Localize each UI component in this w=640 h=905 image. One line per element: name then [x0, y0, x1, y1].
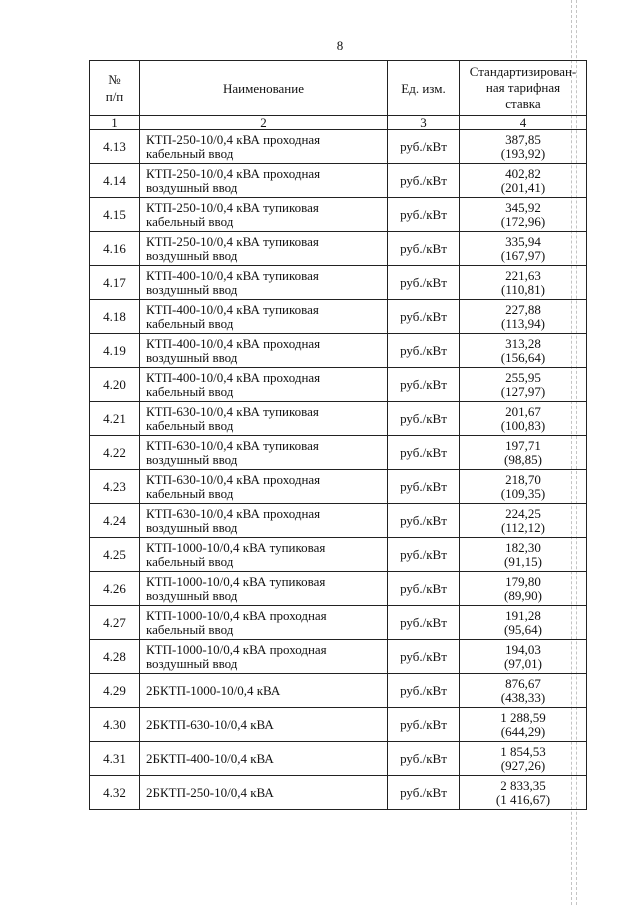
- table-row: [90, 334, 587, 368]
- row-rate-value: 179,80: [505, 573, 541, 589]
- row-rate-secondary: (438,33): [500, 689, 546, 705]
- row-unit: руб./кВт: [388, 300, 460, 334]
- row-rate-secondary: (201,41): [500, 179, 546, 195]
- row-number: 4.32: [90, 776, 140, 810]
- row-name-line: воздушный ввод: [146, 179, 238, 195]
- row-name-line: воздушный ввод: [146, 247, 238, 263]
- row-rate-value: 194,03: [505, 641, 541, 657]
- row-rate-secondary: (172,96): [500, 213, 546, 229]
- row-rate-value: 335,94: [505, 233, 541, 249]
- row-name: [140, 300, 388, 334]
- row-rate-secondary: (98,85): [504, 451, 542, 467]
- column-number: 2: [140, 116, 388, 130]
- table-row: [90, 368, 587, 402]
- row-rate: [460, 640, 587, 674]
- row-name: [140, 198, 388, 232]
- row-rate-value: 182,30: [505, 539, 541, 555]
- row-rate-value: 197,71: [505, 437, 541, 453]
- row-name-line: кабельный ввод: [146, 553, 234, 569]
- row-name: [140, 708, 388, 742]
- row-number: 4.19: [90, 334, 140, 368]
- header-number: [90, 61, 140, 116]
- row-rate: [460, 606, 587, 640]
- row-number: 4.26: [90, 572, 140, 606]
- row-rate-value: 1 854,53: [500, 743, 546, 759]
- row-rate: [460, 164, 587, 198]
- row-rate-value: 345,92: [505, 199, 541, 215]
- row-number: 4.16: [90, 232, 140, 266]
- row-name-line: кабельный ввод: [146, 213, 234, 229]
- table-row: [90, 198, 587, 232]
- row-name: [140, 130, 388, 164]
- row-rate-secondary: (193,92): [500, 145, 546, 161]
- table-row: [90, 674, 587, 708]
- table-row: [90, 232, 587, 266]
- column-number-row: [90, 116, 587, 130]
- row-name: [140, 742, 388, 776]
- header-number-abbr: п/п: [105, 89, 124, 104]
- row-name-line: КТП-400-10/0,4 кВА проходная: [146, 369, 321, 385]
- row-name-line: воздушный ввод: [146, 281, 238, 297]
- row-number: 4.22: [90, 436, 140, 470]
- row-number: 4.17: [90, 266, 140, 300]
- row-rate-value: 2 833,35: [500, 777, 546, 793]
- table-row: [90, 470, 587, 504]
- row-name-line: КТП-1000-10/0,4 кВА тупиковая: [146, 573, 326, 589]
- row-rate: [460, 130, 587, 164]
- row-name: [140, 334, 388, 368]
- row-name-line: КТП-250-10/0,4 кВА тупиковая: [146, 233, 319, 249]
- row-name: [140, 504, 388, 538]
- row-rate: [460, 504, 587, 538]
- row-name-line: кабельный ввод: [146, 145, 234, 161]
- row-rate-value: 1 288,59: [500, 709, 546, 725]
- row-number: 4.27: [90, 606, 140, 640]
- row-rate-value: 224,25: [505, 505, 541, 521]
- table-row: [90, 436, 587, 470]
- row-name-line: воздушный ввод: [146, 349, 238, 365]
- table-row: [90, 640, 587, 674]
- row-rate: [460, 232, 587, 266]
- table-row: [90, 300, 587, 334]
- row-name: [140, 538, 388, 572]
- row-name: [140, 606, 388, 640]
- row-unit: руб./кВт: [388, 164, 460, 198]
- row-name-line: кабельный ввод: [146, 315, 234, 331]
- header-name: Наименование: [140, 61, 388, 116]
- row-name-line: КТП-400-10/0,4 кВА проходная: [146, 335, 321, 351]
- row-unit: руб./кВт: [388, 334, 460, 368]
- row-rate: [460, 674, 587, 708]
- table-row: [90, 572, 587, 606]
- row-name-line: воздушный ввод: [146, 587, 238, 603]
- header-rate-line: ная тарифная: [485, 80, 561, 95]
- row-unit: руб./кВт: [388, 606, 460, 640]
- row-rate-secondary: (167,97): [500, 247, 546, 263]
- row-unit: руб./кВт: [388, 436, 460, 470]
- row-rate-value: 191,28: [505, 607, 541, 623]
- table-row: [90, 776, 587, 810]
- row-rate-value: 218,70: [505, 471, 541, 487]
- row-rate-secondary: (113,94): [501, 315, 545, 331]
- table-row: [90, 606, 587, 640]
- row-number: 4.20: [90, 368, 140, 402]
- row-name-line: КТП-1000-10/0,4 кВА тупиковая: [146, 539, 326, 555]
- column-number: 3: [388, 116, 460, 130]
- row-name-line: 2БКТП-1000-10/0,4 кВА: [146, 682, 281, 698]
- row-name-line: КТП-1000-10/0,4 кВА проходная: [146, 607, 327, 623]
- row-rate-secondary: (127,97): [500, 383, 546, 399]
- row-name: [140, 640, 388, 674]
- row-unit: руб./кВт: [388, 402, 460, 436]
- table-row: [90, 742, 587, 776]
- row-rate-value: 255,95: [505, 369, 541, 385]
- row-rate-value: 402,82: [505, 165, 541, 181]
- column-number: 1: [90, 116, 140, 130]
- row-unit: руб./кВт: [388, 470, 460, 504]
- row-unit: руб./кВт: [388, 742, 460, 776]
- row-rate-secondary: (1 416,67): [495, 791, 551, 807]
- row-rate: [460, 334, 587, 368]
- table-row: [90, 708, 587, 742]
- row-rate-secondary: (97,01): [504, 655, 542, 671]
- row-rate: [460, 436, 587, 470]
- row-number: 4.24: [90, 504, 140, 538]
- row-name-line: КТП-1000-10/0,4 кВА проходная: [146, 641, 327, 657]
- row-unit: руб./кВт: [388, 232, 460, 266]
- row-name-line: КТП-250-10/0,4 кВА проходная: [146, 165, 321, 181]
- row-name-line: КТП-400-10/0,4 кВА тупиковая: [146, 301, 319, 317]
- row-number: 4.21: [90, 402, 140, 436]
- row-rate-secondary: (927,26): [500, 757, 546, 773]
- row-name-line: КТП-630-10/0,4 кВА проходная: [146, 471, 321, 487]
- row-rate-secondary: (644,29): [500, 723, 546, 739]
- row-name-line: КТП-250-10/0,4 кВА проходная: [146, 131, 321, 147]
- row-name: [140, 674, 388, 708]
- row-unit: руб./кВт: [388, 674, 460, 708]
- table-row: [90, 266, 587, 300]
- row-unit: руб./кВт: [388, 640, 460, 674]
- row-rate-value: 227,88: [505, 301, 541, 317]
- row-rate: [460, 266, 587, 300]
- table-row: [90, 402, 587, 436]
- row-rate: [460, 742, 587, 776]
- row-rate: [460, 300, 587, 334]
- row-name: [140, 368, 388, 402]
- row-rate-secondary: (110,81): [501, 281, 545, 297]
- row-rate: [460, 198, 587, 232]
- row-name-line: кабельный ввод: [146, 485, 234, 501]
- row-name: [140, 776, 388, 810]
- row-rate-secondary: (89,90): [504, 587, 542, 603]
- row-rate: [460, 402, 587, 436]
- row-rate: [460, 470, 587, 504]
- row-rate-value: 221,63: [505, 267, 541, 283]
- row-unit: руб./кВт: [388, 776, 460, 810]
- row-unit: руб./кВт: [388, 130, 460, 164]
- row-number: 4.30: [90, 708, 140, 742]
- row-rate-secondary: (109,35): [500, 485, 546, 501]
- row-number: 4.14: [90, 164, 140, 198]
- row-name: [140, 402, 388, 436]
- row-rate-value: 387,85: [505, 131, 541, 147]
- row-name-line: воздушный ввод: [146, 519, 238, 535]
- row-name: [140, 470, 388, 504]
- row-unit: руб./кВт: [388, 538, 460, 572]
- header-number-symbol: №: [108, 72, 121, 87]
- row-number: 4.28: [90, 640, 140, 674]
- row-rate-value: 201,67: [505, 403, 541, 419]
- row-unit: руб./кВт: [388, 368, 460, 402]
- row-number: 4.25: [90, 538, 140, 572]
- row-rate-value: 876,67: [505, 675, 541, 691]
- row-rate-value: 313,28: [505, 335, 541, 351]
- row-number: 4.13: [90, 130, 140, 164]
- table-row: [90, 164, 587, 198]
- row-name-line: кабельный ввод: [146, 383, 234, 399]
- row-unit: руб./кВт: [388, 572, 460, 606]
- row-rate-secondary: (156,64): [500, 349, 546, 365]
- header-rate-line: Стандартизирован-: [469, 64, 577, 79]
- row-number: 4.23: [90, 470, 140, 504]
- page-number: 8: [336, 38, 344, 53]
- row-unit: руб./кВт: [388, 198, 460, 232]
- row-rate-secondary: (95,64): [504, 621, 542, 637]
- table-row: [90, 504, 587, 538]
- row-name: [140, 232, 388, 266]
- table-row: [90, 130, 587, 164]
- row-name-line: КТП-630-10/0,4 кВА тупиковая: [146, 437, 319, 453]
- row-name-line: КТП-630-10/0,4 кВА проходная: [146, 505, 321, 521]
- row-rate-secondary: (100,83): [500, 417, 546, 433]
- header-rate: [460, 61, 587, 116]
- row-name-line: воздушный ввод: [146, 451, 238, 467]
- row-name-line: 2БКТП-400-10/0,4 кВА: [146, 750, 274, 766]
- row-name-line: КТП-630-10/0,4 кВА тупиковая: [146, 403, 319, 419]
- tariff-table-body: [90, 61, 587, 810]
- row-name-line: 2БКТП-250-10/0,4 кВА: [146, 784, 274, 800]
- row-rate: [460, 708, 587, 742]
- row-number: 4.29: [90, 674, 140, 708]
- row-rate: [460, 538, 587, 572]
- row-rate-secondary: (91,15): [504, 553, 542, 569]
- row-rate: [460, 368, 587, 402]
- tariff-table: [89, 60, 587, 810]
- row-name-line: воздушный ввод: [146, 655, 238, 671]
- row-name-line: кабельный ввод: [146, 621, 234, 637]
- row-number: 4.31: [90, 742, 140, 776]
- row-name-line: КТП-400-10/0,4 кВА тупиковая: [146, 267, 319, 283]
- row-name: [140, 266, 388, 300]
- table-header-row: [90, 61, 587, 116]
- row-unit: руб./кВт: [388, 708, 460, 742]
- row-rate: [460, 776, 587, 810]
- row-number: 4.18: [90, 300, 140, 334]
- row-name: [140, 436, 388, 470]
- row-rate-secondary: (112,12): [501, 519, 545, 535]
- row-name-line: 2БКТП-630-10/0,4 кВА: [146, 716, 274, 732]
- row-unit: руб./кВт: [388, 266, 460, 300]
- row-unit: руб./кВт: [388, 504, 460, 538]
- row-name: [140, 572, 388, 606]
- table-row: [90, 538, 587, 572]
- header-rate-line: ставка: [505, 96, 541, 111]
- row-name-line: КТП-250-10/0,4 кВА тупиковая: [146, 199, 319, 215]
- column-number: 4: [460, 116, 587, 130]
- row-number: 4.15: [90, 198, 140, 232]
- header-unit: Ед. изм.: [388, 61, 460, 116]
- row-name-line: кабельный ввод: [146, 417, 234, 433]
- row-rate: [460, 572, 587, 606]
- row-name: [140, 164, 388, 198]
